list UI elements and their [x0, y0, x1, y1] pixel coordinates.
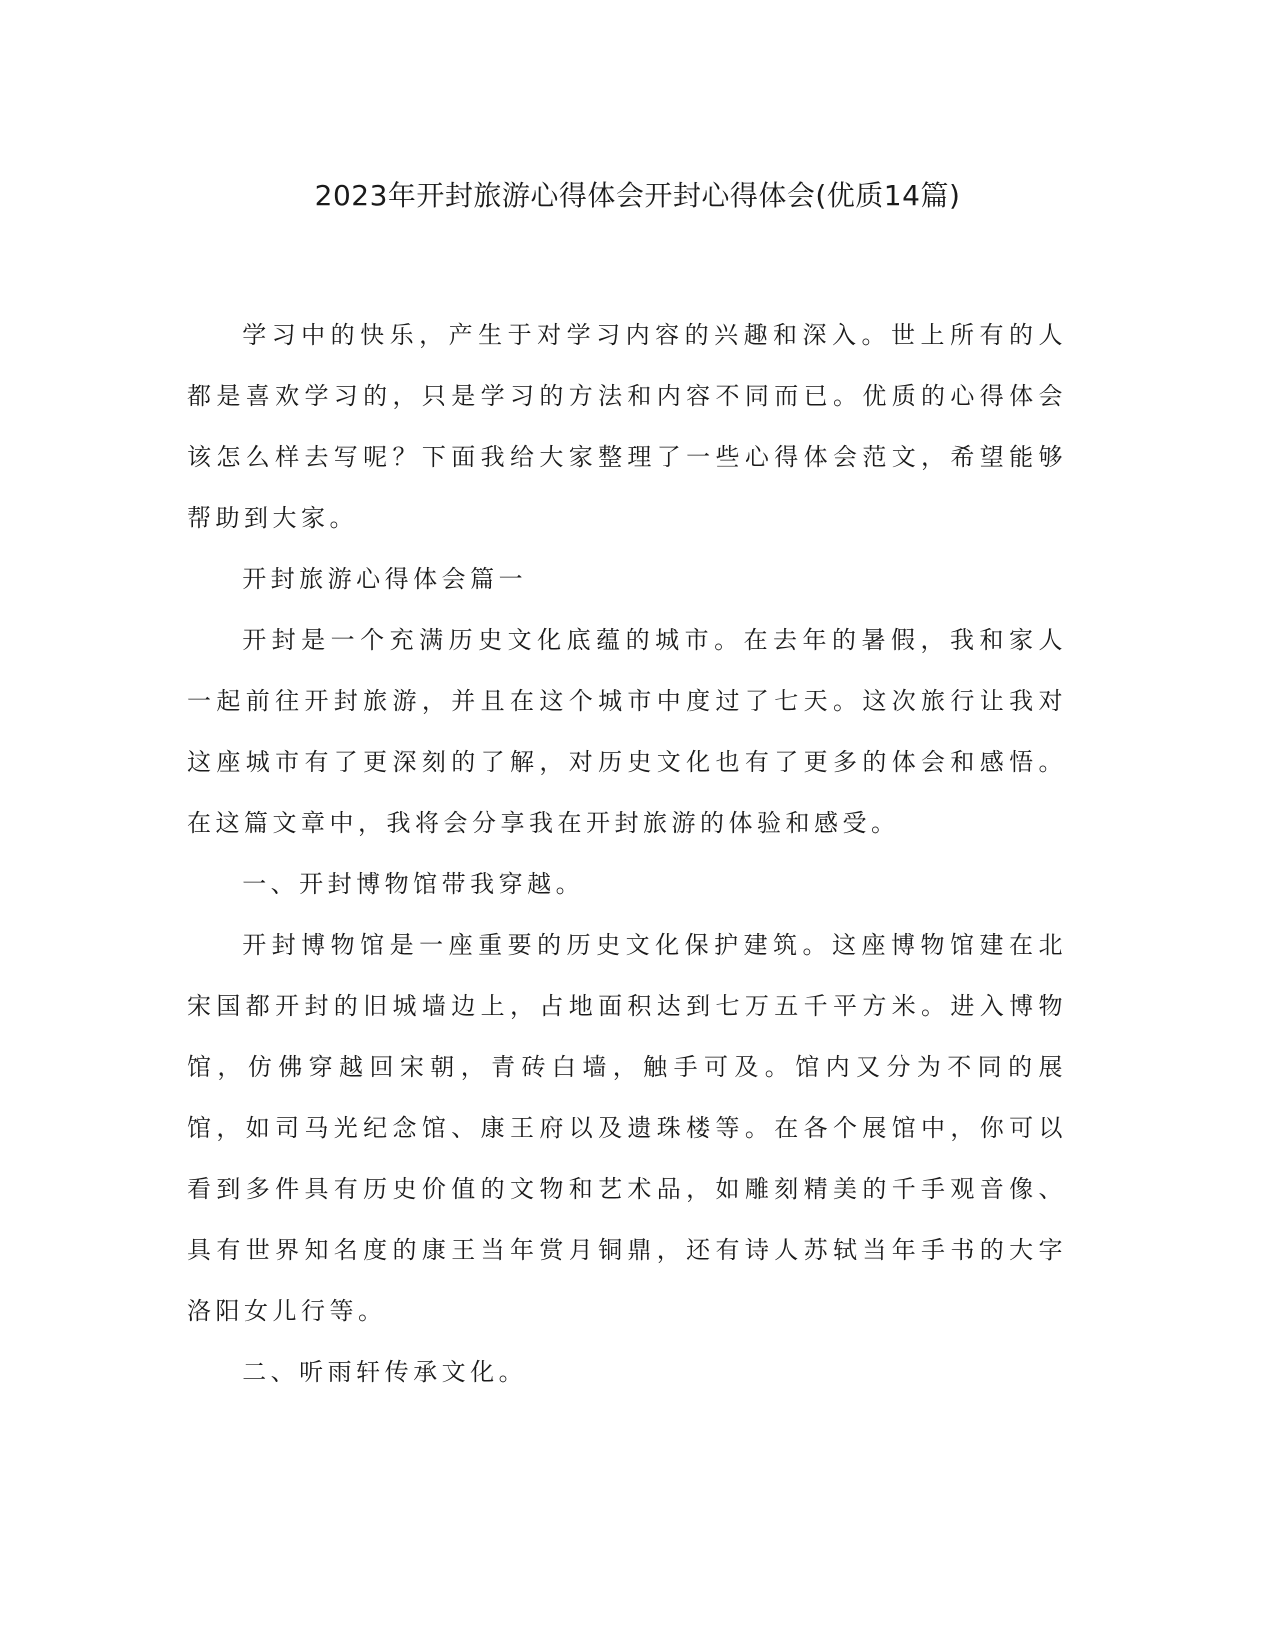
section-heading-1: 开封旅游心得体会篇一 — [242, 565, 528, 593]
document-title: 2023年开封旅游心得体会开封心得体会(优质14篇) — [314, 179, 961, 212]
paragraph-1: 开封是一个充满历史文化底蕴的城市。在去年的暑假，我和家人一起前往开封旅游，并且在这个城市中度过了七天。这次旅行让我对这座城市有了更深刻的了解，对历史文化也有了更多的体会和感悟。在这篇文章中，我将会分享我在开封旅游的体验和感受。 — [187, 626, 1067, 837]
paragraph-museum: 开封博物馆是一座重要的历史文化保护建筑。这座博物馆建在北宋国都开封的旧城墙边上，占地面积达到七万五千平方米。进入博物馆，仿佛穿越回宋朝，青砖白墙，触手可及。馆内又分为不同的展馆，如司马光纪念馆、康王府以及遗珠楼等。在各个展馆中，你可以看到多件具有历史价值的文物和艺术品，如雕刻精美的千手观音像、具有世界知名度的康王当年赏月铜鼎，还有诗人苏轼当年手书的大字洛阳女儿行等。 — [187, 931, 1067, 1325]
subheading-tingyuxuan: 二、听雨轩传承文化。 — [242, 1358, 528, 1386]
subheading-museum: 一、开封博物馆带我穿越。 — [242, 870, 585, 898]
document-body — [187, 305, 1067, 1403]
paragraph-intro: 学习中的快乐，产生于对学习内容的兴趣和深入。世上所有的人都是喜欢学习的，只是学习的方法和内容不同而已。优质的心得体会该怎么样去写呢？下面我给大家整理了一些心得体会范文，希望能够帮助到大家。 — [187, 321, 1067, 532]
